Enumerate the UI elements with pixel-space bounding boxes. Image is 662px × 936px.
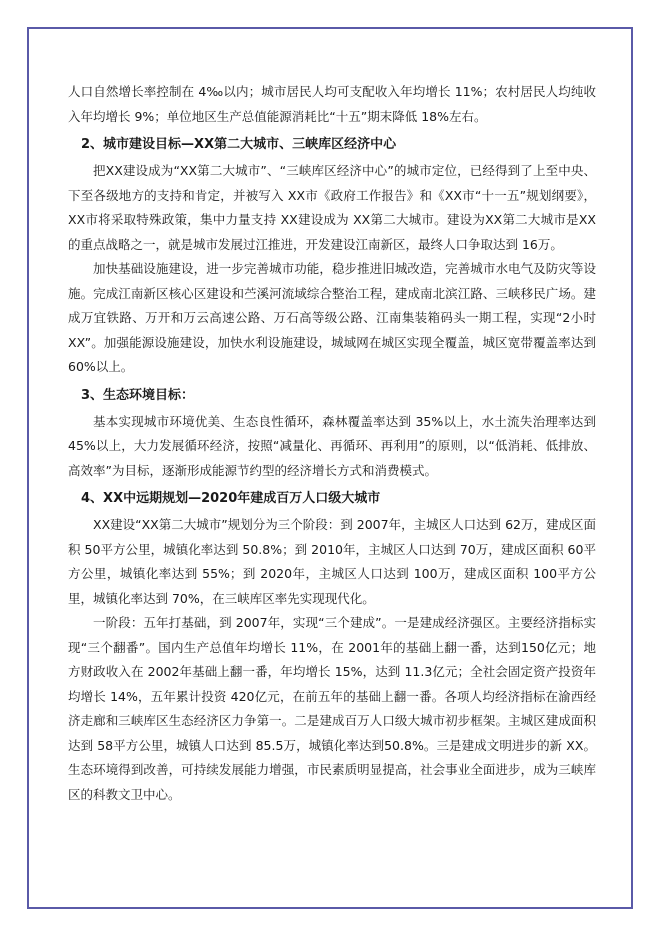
paragraph-infrastructure: 加快基础设施建设，进一步完善城市功能，稳步推进旧城改造，完善城市水电气及防灾等设施。完成江南新区核心区建设和苎溪河流域综合整治工程，建成南北滨江路、三峡移民广场。建成万宜铁路、万开和万云高速公路、万石高等级公路、江南集装箱码头一期工程，实现“2小时XX”。加强能源设施建设，加快水利设施建设，城域网在城区实现全覆盖，城区宽带覆盖率达到 60%以上。 (68, 261, 596, 374)
document-body (68, 80, 596, 807)
heading-ecological-goal: 3、生态环境目标： (81, 387, 195, 403)
paragraph-city-positioning: 把XX建设成为“XX第二大城市”、“三峡库区经济中心”的城市定位，已经得到了上至中央、下至各级地方的支持和肯定，并被写入 XX市《政府工作报告》和《XX市“十一五”规划纲要》，XX市将采取特殊政策，集中力量支持 XX建设成为 XX第二大城市。建设为XX第二大城市是XX的重点战略之一，就是城市发展过江推进，开发建设江南新区，最终人口争取达到 16万。 (68, 163, 596, 252)
paragraph-population-income: 人口自然增长率控制在 4‰以内；城市居民人均可支配收入年均增长 11%；农村居民人均纯收入年均增长 9%；单位地区生产总值能源消耗比“十五”期末降低 18%左右。 (68, 84, 596, 124)
heading-long-term-plan: 4、XX中远期规划—2020年建成百万人口级大城市 (81, 491, 381, 506)
paragraph-stage-one: 一阶段：五年打基础，到 2007年，实现“三个建成”。一是建成经济强区。主要经济指标实现“三个翻番”。国内生产总值年均增长 11%，在 2001年的基础上翻一番，达到150亿元；地方财政收入在 2002年基础上翻一番，年均增长 15%，达到 11.3亿元；全社会固定资产投资年均增长 14%，五年累计投资 420亿元，在前五年的基础上翻一番。各项人均经济指标在渝西经济走廊和三峡库区生态经济区力争第一。二是建成百万人口级大城市初步框架。主城区建成面积达到 58平方公里，城镇人口达到 85.5万，城镇化率达到50.8%。三是建成文明进步的新 XX。生态环境得到改善，可持续发展能力增强，市民素质明显提高，社会事业全面进步，成为三峡库区的科教文卫中心。 (68, 615, 596, 802)
paragraph-ecology: 基本实现城市环境优美、生态良性循环，森林覆盖率达到 35%以上，水土流失治理率达到 45%以上，大力发展循环经济，按照“减量化、再循环、再利用”的原则，以“低消耗、低排放、高效率”为目标，逐渐形成能源节约型的经济增长方式和消费模式。 (68, 413, 596, 478)
paragraph-three-stages: XX建设“XX第二大城市”规划分为三个阶段：到 2007年，主城区人口达到 62万，建成区面积 50平方公里，城镇化率达到 50.8%；到 2010年，主城区人口达到 70万，建成区面积 60平方公里，城镇化率达到 55%；到 2020年，主城区人口达到 100万，建成区面积 100平方公里，城镇化率达到 70%，在三峡库区率先实现现代化。 (68, 517, 596, 606)
heading-city-construction-goal: 2、城市建设目标—XX第二大城市、三峡库区经济中心 (81, 137, 397, 152)
